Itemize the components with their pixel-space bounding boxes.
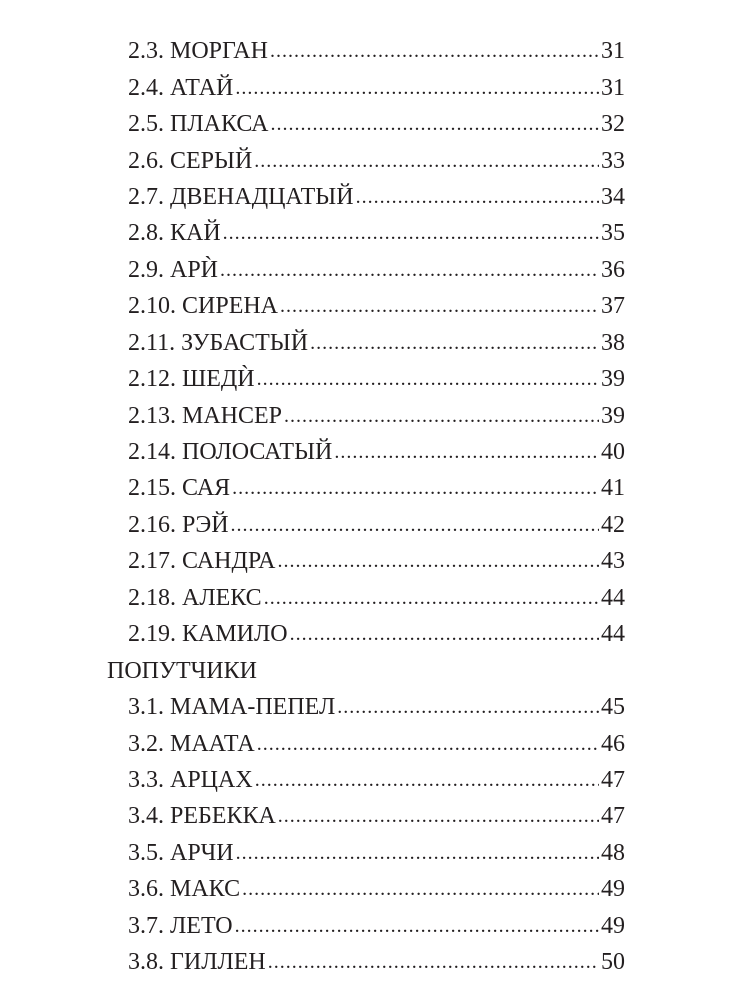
toc-entry-title: 3.1. МАМА-ПЕПЕЛ bbox=[128, 689, 337, 725]
toc-entry-title: ПОПУТЧИКИ bbox=[107, 653, 259, 689]
toc-entry-title: 3.3. АРЦАХ bbox=[128, 762, 255, 798]
toc-entry-title: 2.12. ШЕДЍ bbox=[128, 361, 257, 397]
toc-entry bbox=[128, 361, 625, 397]
toc-page-number: 49 bbox=[599, 871, 625, 907]
toc-page-number: 34 bbox=[599, 179, 625, 215]
toc-entry-title: 3.2. МААТА bbox=[128, 726, 257, 762]
dot-leader bbox=[235, 908, 599, 944]
toc-entry bbox=[128, 106, 625, 142]
toc-page-number: 43 bbox=[599, 543, 625, 579]
dot-leader bbox=[242, 871, 599, 907]
dot-leader bbox=[271, 106, 600, 142]
toc-entry bbox=[128, 616, 625, 652]
toc-entry-title: 2.8. КАЙ bbox=[128, 215, 223, 251]
toc-page-number: 39 bbox=[599, 361, 625, 397]
toc-entry bbox=[128, 325, 625, 361]
dot-leader bbox=[236, 835, 599, 871]
toc-entry-title: 2.15. САЯ bbox=[128, 470, 232, 506]
dot-leader bbox=[356, 179, 599, 215]
toc-page-number: 45 bbox=[599, 689, 625, 725]
toc-entry-title: 3.4. РЕБЕККА bbox=[128, 798, 278, 834]
toc-entry bbox=[128, 871, 625, 907]
toc-page-number: 33 bbox=[599, 143, 625, 179]
toc-page-number: 31 bbox=[599, 70, 625, 106]
toc-page-number: 46 bbox=[599, 726, 625, 762]
dot-leader bbox=[278, 798, 599, 834]
toc-page-number: 48 bbox=[599, 835, 625, 871]
toc-entry-title: 2.5. ПЛАКСА bbox=[128, 106, 271, 142]
toc-entry bbox=[128, 179, 625, 215]
toc-entry-title: 2.6. СЕРЫЙ bbox=[128, 143, 254, 179]
toc-entry bbox=[128, 689, 625, 725]
toc-entry-title: 2.16. РЭЙ bbox=[128, 507, 231, 543]
dot-leader bbox=[280, 288, 599, 324]
toc-page-number: 38 bbox=[599, 325, 625, 361]
toc-entry bbox=[128, 252, 625, 288]
toc-page-number: 47 bbox=[599, 762, 625, 798]
toc-entry bbox=[128, 507, 625, 543]
toc-entry bbox=[128, 944, 625, 980]
toc-section-header bbox=[107, 652, 750, 688]
toc-entry-title: 2.17. САНДРА bbox=[128, 543, 277, 579]
toc-entry bbox=[128, 142, 625, 178]
dot-leader bbox=[232, 470, 599, 506]
toc-entry bbox=[128, 470, 625, 506]
dot-leader bbox=[257, 726, 599, 762]
toc-page-number: 35 bbox=[599, 215, 625, 251]
toc-entry bbox=[128, 215, 625, 251]
toc-entry bbox=[128, 69, 625, 105]
toc-entry bbox=[128, 580, 625, 616]
toc-page-number: 31 bbox=[599, 33, 625, 69]
toc-page-number: 49 bbox=[599, 908, 625, 944]
dot-leader bbox=[254, 143, 599, 179]
dot-leader bbox=[255, 762, 599, 798]
toc-entry-title: 2.11. ЗУБАСТЫЙ bbox=[128, 325, 310, 361]
toc-entry-title: 2.10. СИРЕНА bbox=[128, 288, 280, 324]
toc-entry-title: 2.4. АТАЙ bbox=[128, 70, 235, 106]
toc-entry-title: 3.8. ГИЛЛЕН bbox=[128, 944, 268, 980]
dot-leader bbox=[257, 361, 599, 397]
toc-entry bbox=[128, 33, 625, 69]
toc-entry bbox=[128, 543, 625, 579]
dot-leader bbox=[235, 70, 599, 106]
toc-entry bbox=[128, 397, 625, 433]
dot-leader bbox=[337, 689, 599, 725]
toc-page-number: 50 bbox=[599, 944, 625, 980]
dot-leader bbox=[223, 215, 599, 251]
toc-entry bbox=[128, 835, 625, 871]
toc-page-number: 37 bbox=[599, 288, 625, 324]
toc-entry bbox=[128, 288, 625, 324]
table-of-contents bbox=[0, 33, 750, 980]
toc-page-number: 44 bbox=[599, 616, 625, 652]
toc-page-number: 41 bbox=[599, 470, 625, 506]
toc-entry-title: 2.3. МОРГАН bbox=[128, 33, 270, 69]
toc-entry bbox=[128, 908, 625, 944]
dot-leader bbox=[290, 616, 599, 652]
toc-entry bbox=[128, 725, 625, 761]
toc-entry bbox=[128, 798, 625, 834]
toc-entry-title: 2.13. МАНСЕР bbox=[128, 398, 284, 434]
toc-page-number: 42 bbox=[599, 507, 625, 543]
dot-leader bbox=[277, 543, 599, 579]
toc-entry-title: 2.19. КАМИЛО bbox=[128, 616, 290, 652]
toc-page-number: 36 bbox=[599, 252, 625, 288]
toc-entry bbox=[128, 434, 625, 470]
toc-entry-title: 2.9. АРЍ bbox=[128, 252, 220, 288]
dot-leader bbox=[231, 507, 599, 543]
toc-entry bbox=[128, 762, 625, 798]
dot-leader bbox=[264, 580, 599, 616]
toc-entry-title: 2.18. АЛЕКС bbox=[128, 580, 264, 616]
toc-entry-title: 3.5. АРЧИ bbox=[128, 835, 236, 871]
dot-leader bbox=[220, 252, 599, 288]
toc-entry-title: 2.14. ПОЛОСАТЫЙ bbox=[128, 434, 334, 470]
dot-leader bbox=[310, 325, 599, 361]
toc-page-number: 40 bbox=[599, 434, 625, 470]
toc-page-number: 32 bbox=[599, 106, 625, 142]
toc-entry-title: 3.6. МАКС bbox=[128, 871, 242, 907]
dot-leader bbox=[334, 434, 599, 470]
toc-entry-title: 2.7. ДВЕНАДЦАТЫЙ bbox=[128, 179, 356, 215]
toc-page-number: 44 bbox=[599, 580, 625, 616]
dot-leader bbox=[268, 944, 599, 980]
toc-page-number: 39 bbox=[599, 398, 625, 434]
dot-leader bbox=[270, 33, 599, 69]
dot-leader bbox=[284, 398, 599, 434]
toc-entry-title: 3.7. ЛЕТО bbox=[128, 908, 235, 944]
toc-page-number: 47 bbox=[599, 798, 625, 834]
